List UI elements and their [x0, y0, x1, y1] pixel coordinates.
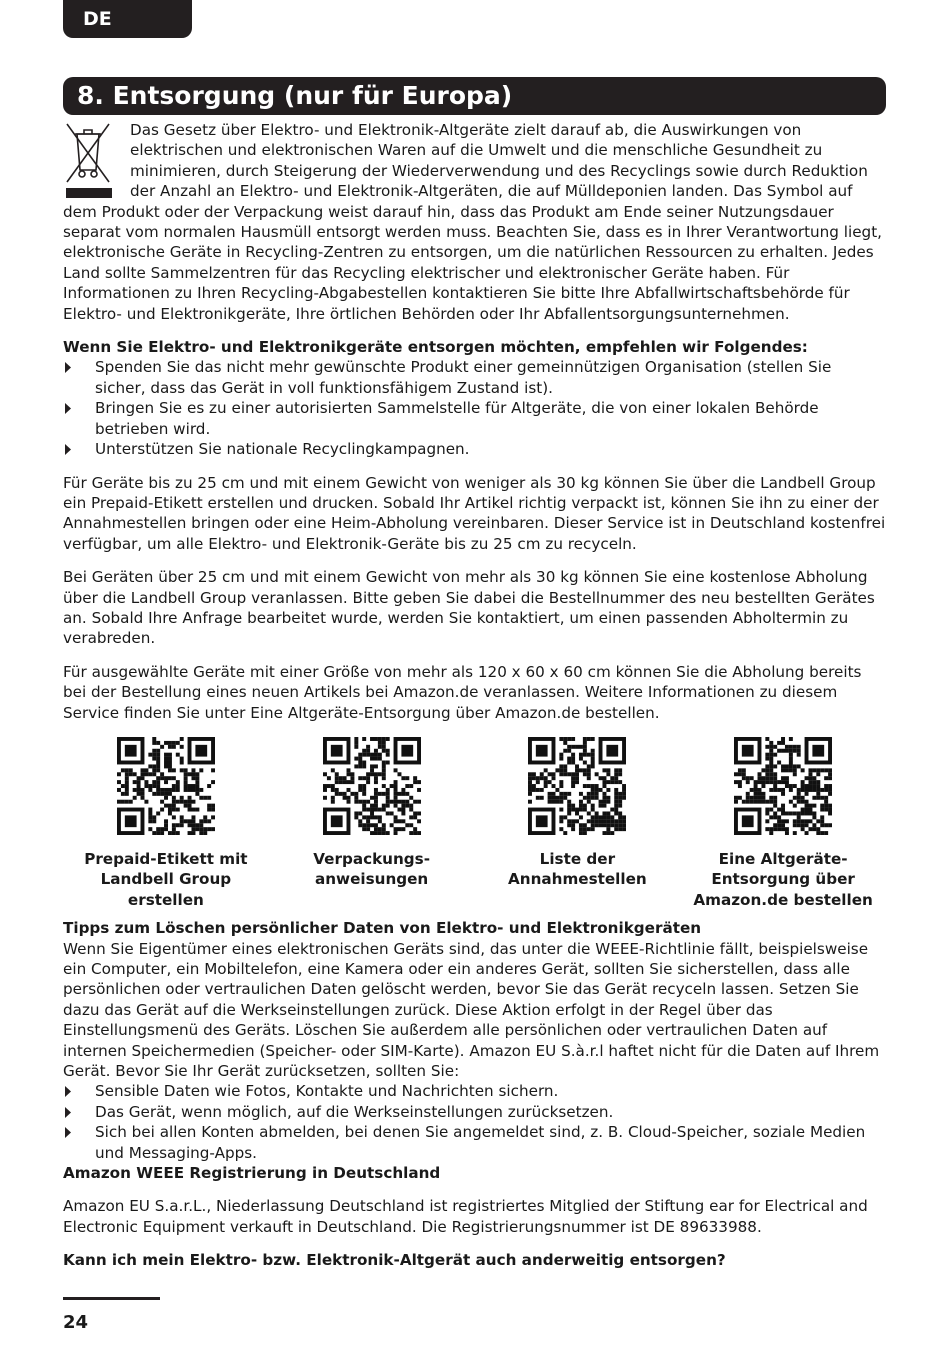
- intro-paragraph: Das Gesetz über Elektro- und Elektronik-Altgeräte zielt darauf ab, die Auswirkungen von elektrischen und elektronischen Waren auf die Umwelt und die menschliche Gesundheit zu minimieren, durch Steigerung der Wiederverwendung und des Recyclings sowie durch Reduktion der Anzahl an Elektro- und Elektronik-Altgeräten, die auf Mülldeponien landen. Das Symbol auf dem Produkt oder der Verpackung weist darauf hin, dass das Produkt am Ende seiner Nutzungsdauer separat vom normalen Hausmüll entsorgt werden muss. Beachten Sie, dass es in Ihrer Verantwortung liegt, elektronische Geräte in Recycling-Zentren zu entsorgen, um die natürlichen Ressourcen zu erhalten. Jedes Land sollte Sammelzentren für das Recycling elektrischer und elektronischer Geräte haben. Für Informationen zu Ihren Recycling-Abgabestellen kontaktieren Sie bitte Ihre Abfallwirtschaftsbehörde für Elektro- und Elektronikgeräte, Ihre örtlichen Behörden oder Ihr Abfallentsorgungsunternehmen.: [63, 121, 882, 323]
- registration-heading: Amazon WEEE Registrierung in Deutschland: [63, 1164, 441, 1183]
- list-item: Sensible Daten wie Fotos, Kontakte und Nachrichten sichern.: [63, 1081, 886, 1101]
- qr-code-icon[interactable]: [323, 737, 421, 835]
- large-devices-paragraph: Bei Geräten über 25 cm und mit einem Gewicht von mehr als 30 kg können Sie eine kostenlose Abholung über die Landbell Group veranlassen. Bitte geben Sie dabei die Bestellnummer des neu bestellten Gerätes an. Sobald Ihre Anfrage bearbeitet wurde, werden Sie kontaktiert, um einen passenden Abholtermin zu verabreden.: [63, 568, 875, 648]
- recommend-list: [63, 357, 886, 459]
- section-title: 8. Entsorgung (nur für Europa): [77, 81, 513, 110]
- footer-rule: [63, 1297, 160, 1300]
- language-tab: DE: [63, 0, 192, 38]
- list-item: Sich bei allen Konten abmelden, bei denen Sie angemeldet sind, z. B. Cloud-Speicher, soziale Medien und Messaging-Apps.: [63, 1122, 886, 1163]
- qr-code-icon[interactable]: [117, 737, 215, 835]
- qr-caption: Verpackungs-anweisungen: [313, 849, 431, 889]
- tips-list: [63, 1081, 886, 1163]
- qr-code-icon[interactable]: [528, 737, 626, 835]
- tips-paragraph: Wenn Sie Eigentümer eines elektronischen Geräts sind, das unter die WEEE-Richtlinie fällt, beispielsweise ein Computer, ein Mobiltelefon, eine Kamera oder ein anderes Gerät, sollten Sie sicherstellen, dass alle persönlichen oder vertraulichen Daten gelöscht werden, bevor Sie das Gerät recyceln lassen. Setzen Sie dazu das Gerät auf die Werkseinstellungen zurück. Diese Aktion erfolgt in der Regel über das Einstellungsmenü des Geräts. Löschen Sie außerdem alle persönlichen oder vertraulichen Daten auf internen Speichermedien (Speicher- oder SIM-Karte). Amazon EU S.à.r.l haftet nicht für die Daten auf Ihrem Gerät. Bevor Sie Ihr Gerät zurücksetzen, sollten Sie:: [63, 939, 880, 1081]
- qr-caption: Prepaid-Etikett mit Landbell Group erstellen: [84, 849, 248, 909]
- qr-item-landbell[interactable]: [66, 737, 266, 910]
- qr-caption: Eine Altgeräte-Entsorgung über Amazon.de bestellen: [693, 849, 873, 909]
- list-item: Spenden Sie das nicht mehr gewünschte Produkt einer gemeinnützigen Organisation (stellen Sie sicher, dass das Gerät in voll funktionsfähigem Zustand ist).: [63, 357, 886, 398]
- section-header: [63, 77, 886, 115]
- page-number: 24: [63, 1312, 89, 1333]
- tips-heading: Tipps zum Löschen persönlicher Daten von Elektro- und Elektronikgeräten: [63, 919, 702, 938]
- amazon-pickup-paragraph: Für ausgewählte Geräte mit einer Größe von mehr als 120 x 60 x 60 cm können Sie die Abholung bereits bei der Bestellung eines neuen Artikels bei Amazon.de veranlassen. Weitere Informationen zu diesem Service finden Sie unter Eine Altgeräte-Entsorgung über Amazon.de bestellen.: [63, 662, 862, 722]
- list-item: Bringen Sie es zu einer autorisierten Sammelstelle für Altgeräte, die von einer lokalen Behörde betrieben wird.: [63, 398, 886, 439]
- list-item: Unterstützen Sie nationale Recyclingkampagnen.: [63, 439, 886, 459]
- bullet-arrow-icon: [65, 1127, 71, 1138]
- bullet-arrow-icon: [65, 403, 71, 414]
- qr-item-packaging[interactable]: [272, 737, 472, 910]
- bullet-arrow-icon: [65, 444, 71, 455]
- bullet-arrow-icon: [65, 1086, 71, 1097]
- list-item: Das Gerät, wenn möglich, auf die Werkseinstellungen zurücksetzen.: [63, 1102, 886, 1122]
- disposal-question: Kann ich mein Elektro- bzw. Elektronik-Altgerät auch anderweitig entsorgen?: [63, 1251, 726, 1270]
- bullet-arrow-icon: [65, 1107, 71, 1118]
- recommend-heading: Wenn Sie Elektro- und Elektronikgeräte entsorgen möchten, empfehlen wir Folgendes:: [63, 338, 808, 357]
- qr-code-icon[interactable]: [734, 737, 832, 835]
- qr-item-amazon-disposal[interactable]: [683, 737, 883, 910]
- qr-caption: Liste der Annahmestellen: [508, 849, 647, 889]
- small-devices-paragraph: Für Geräte bis zu 25 cm und mit einem Gewicht von weniger als 30 kg können Sie über die Landbell Group ein Prepaid-Etikett erstellen und drucken. Sobald Ihr Artikel richtig verpackt ist, können Sie ihn zu einer der Annahmestellen bringen oder eine Heim-Abholung vereinbaren. Dieser Service ist in Deutschland kostenfrei verfügbar, um alle Elektro- und Elektronik-Geräte bis zu 25 cm zu recyceln.: [63, 473, 886, 553]
- qr-code-row: [63, 737, 886, 910]
- qr-item-collection-points[interactable]: [477, 737, 677, 910]
- bullet-arrow-icon: [65, 362, 71, 373]
- registration-paragraph: Amazon EU S.a.r.L., Niederlassung Deutschland ist registriertes Mitglied der Stiftung ear for Electrical and Electronic Equipment verkauft in Deutschland. Die Registrierungsnummer ist DE 89633988.: [63, 1197, 868, 1236]
- main-content: [63, 120, 886, 1271]
- crossed-out-wheelie-bin-icon: [63, 120, 113, 200]
